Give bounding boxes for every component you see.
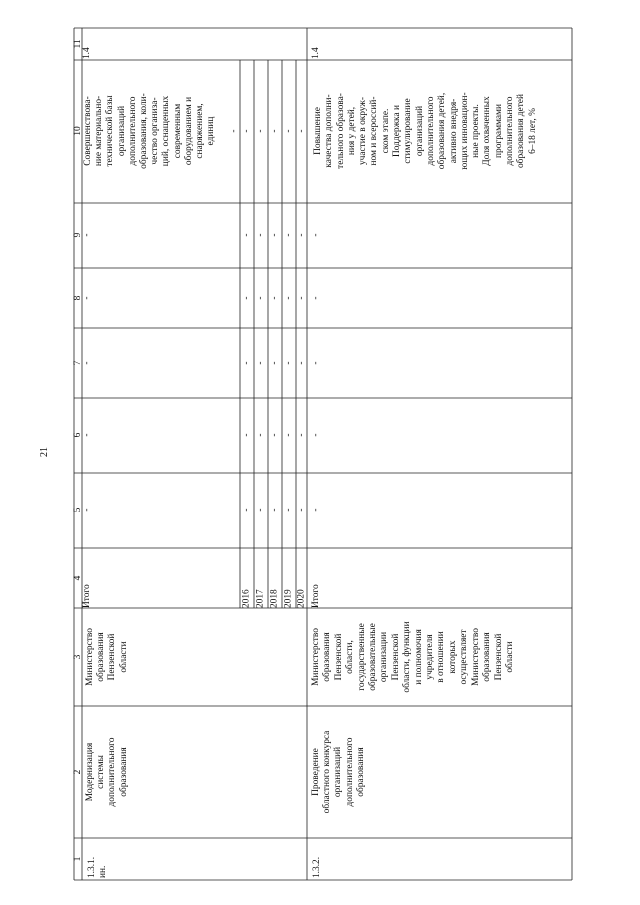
header-col-11: 11 xyxy=(73,39,83,49)
header-col-4: 4 xyxy=(73,575,83,581)
year-value: - xyxy=(283,433,294,437)
year-value: - xyxy=(255,233,266,237)
year-value: - xyxy=(255,433,266,437)
row-number-cell: 1.3.1. ин. xyxy=(87,856,109,878)
header-col-10: 10 xyxy=(73,126,83,136)
total-col-8: - xyxy=(82,296,92,300)
col-11-cell: 1.4 xyxy=(82,47,92,59)
header-col-5: 5 xyxy=(73,507,83,513)
year-value: - xyxy=(269,296,280,300)
year-value: - xyxy=(241,508,252,512)
year-value: - xyxy=(241,296,252,300)
year-value: - xyxy=(283,233,294,237)
indicator-total: - xyxy=(229,129,239,133)
year-value: - xyxy=(269,433,280,437)
year-value: - xyxy=(296,508,307,512)
indicator-cell: Повышение качества дополни- тельного образова- ния у детей, участие в окруж- ном и всероссий- ском этапе. Поддержка и стимулирование организаций дополнительного образования детей, активно внедря- ющих инновацион- ные проекты. Доля охваченных программами дополнительного образования детей 6–18 лет, % xyxy=(313,92,538,170)
year-value: - xyxy=(283,508,294,512)
year-value: - xyxy=(255,361,266,365)
year-label: 2020 xyxy=(296,589,307,608)
total-col-7: - xyxy=(82,361,92,365)
year-value: - xyxy=(269,508,280,512)
header-col-3: 3 xyxy=(73,654,83,660)
year-indicator: - xyxy=(283,129,294,133)
year-value: - xyxy=(241,233,252,237)
header-col-1: 1 xyxy=(73,856,83,862)
year-value: - xyxy=(283,296,294,300)
header-col-7: 7 xyxy=(73,360,83,366)
year-indicator: - xyxy=(296,129,307,133)
year-value: - xyxy=(255,296,266,300)
executor-cell: Министерство образования Пензенской области xyxy=(85,628,129,686)
total-col-5: - xyxy=(311,508,321,512)
year-value: - xyxy=(241,361,252,365)
total-col-9: - xyxy=(311,233,321,237)
year-value: - xyxy=(269,361,280,365)
year-indicator: - xyxy=(269,129,280,133)
year-value: - xyxy=(296,361,307,365)
year-value: - xyxy=(255,508,266,512)
measure-name-cell: Проведение областного конкурса организаций дополнительного образования xyxy=(311,730,366,814)
year-value: - xyxy=(241,433,252,437)
total-label: Итого xyxy=(82,584,92,608)
year-indicator: - xyxy=(241,129,252,133)
measure-name-cell: Модернизация системы дополнительного образования xyxy=(85,737,129,807)
total-col-9: - xyxy=(82,233,92,237)
year-label: 2016 xyxy=(241,589,252,608)
total-col-7: - xyxy=(311,361,321,365)
year-value: - xyxy=(283,361,294,365)
indicator-cell: Совершенствова- ние материально- технической базы организаций дополнительного образования, коли- чество организа- ций, оснащенных современным оборудованием и снаряжением, единиц xyxy=(83,93,217,169)
executor-cell: Министерство образования Пензенской области, государственные образовательные организации Пензенской области, функции и полномочия учредителя в отношении которых осуществляет Министерство образования Пензенской области xyxy=(311,621,515,693)
total-col-8: - xyxy=(311,296,321,300)
year-value: - xyxy=(296,233,307,237)
col-11-cell: 1.4 xyxy=(311,47,321,59)
row-number-cell: 1.3.2. xyxy=(312,856,322,878)
header-col-8: 8 xyxy=(73,295,83,301)
year-value: - xyxy=(269,233,280,237)
year-value: - xyxy=(296,296,307,300)
year-label: 2019 xyxy=(283,589,294,608)
total-label: Итого xyxy=(311,584,321,608)
year-label: 2017 xyxy=(255,589,266,608)
page-number: 21 xyxy=(39,447,50,457)
year-indicator: - xyxy=(255,129,266,133)
total-col-6: - xyxy=(311,433,321,437)
header-col-2: 2 xyxy=(73,769,83,775)
total-col-5: - xyxy=(82,508,92,512)
header-col-6: 6 xyxy=(73,432,83,438)
total-col-6: - xyxy=(82,433,92,437)
year-label: 2018 xyxy=(269,589,280,608)
year-value: - xyxy=(296,433,307,437)
header-col-9: 9 xyxy=(73,232,83,238)
